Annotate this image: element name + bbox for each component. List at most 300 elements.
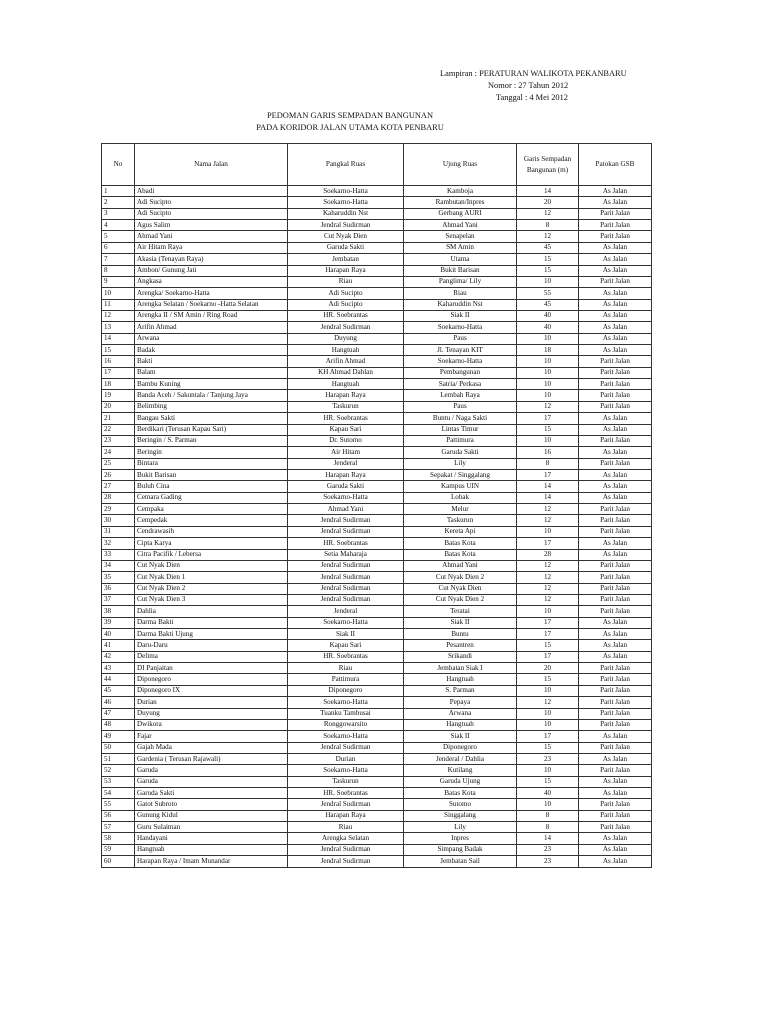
row-number: 47 xyxy=(102,708,135,719)
segment-end: Cut Nyak Dien xyxy=(404,583,517,594)
setback-distance: 12 xyxy=(517,504,579,515)
table-row xyxy=(102,697,652,708)
table-row xyxy=(102,538,652,549)
segment-start: Soekarno-Hatta xyxy=(288,197,404,208)
segment-start: Taskurun xyxy=(288,776,404,787)
segment-start: Riau xyxy=(288,276,404,287)
row-number: 58 xyxy=(102,833,135,844)
segment-end: Pattimura xyxy=(404,435,517,446)
segment-end: Kamboja xyxy=(404,186,517,197)
setback-distance: 45 xyxy=(517,242,579,253)
row-number: 8 xyxy=(102,265,135,276)
setback-reference: Parit Jalan xyxy=(579,765,652,776)
segment-start: Pattimura xyxy=(288,674,404,685)
street-name: Fajar xyxy=(135,731,288,742)
setback-distance: 40 xyxy=(517,788,579,799)
street-name: Gardenia ( Terusan Rajawali) xyxy=(135,753,288,764)
segment-start: Kapau Sari xyxy=(288,424,404,435)
segment-end: Taskurun xyxy=(404,515,517,526)
segment-end: Satria/ Perkasa xyxy=(404,379,517,390)
setback-reference: Parit Jalan xyxy=(579,231,652,242)
street-name: Durian xyxy=(135,697,288,708)
street-name: Cendrawasih xyxy=(135,526,288,537)
table-row xyxy=(102,299,652,310)
table-row xyxy=(102,560,652,571)
setback-reference: As Jalan xyxy=(579,481,652,492)
segment-start: HR. Soebrantas xyxy=(288,413,404,424)
setback-distance: 10 xyxy=(517,333,579,344)
setback-distance: 17 xyxy=(517,651,579,662)
table-row xyxy=(102,822,652,833)
street-name: Diponegoro xyxy=(135,674,288,685)
title-line-2: PADA KORIDOR JALAN UTAMA KOTA PENBARU xyxy=(256,123,444,132)
segment-end: Siak II xyxy=(404,731,517,742)
row-number: 13 xyxy=(102,322,135,333)
segment-start: Jendral Sudirman xyxy=(288,742,404,753)
street-name: Hangtuah xyxy=(135,844,288,855)
row-number: 24 xyxy=(102,447,135,458)
segment-end: Buntu xyxy=(404,629,517,640)
table-row xyxy=(102,685,652,696)
table-row xyxy=(102,742,652,753)
column-header-ujung-ruas: Ujung Ruas xyxy=(404,144,517,186)
segment-end: Batas Kota xyxy=(404,538,517,549)
street-name: Bakti xyxy=(135,356,288,367)
attachment-line: Lampiran : PERATURAN WALIKOTA PEKANBARU xyxy=(440,69,627,78)
street-name: Arengka II / SM Amin / Ring Road xyxy=(135,310,288,321)
street-name: Garuda xyxy=(135,776,288,787)
row-number: 33 xyxy=(102,549,135,560)
setback-distance: 14 xyxy=(517,481,579,492)
setback-reference: As Jalan xyxy=(579,322,652,333)
segment-start: Soekarno-Hatta xyxy=(288,186,404,197)
row-number: 27 xyxy=(102,481,135,492)
segment-start: Adi Sucipto xyxy=(288,288,404,299)
segment-start: Jendral Sudirman xyxy=(288,844,404,855)
street-name: Abadi xyxy=(135,186,288,197)
segment-end: Panglima/ Lily xyxy=(404,276,517,287)
table-row xyxy=(102,254,652,265)
table-row xyxy=(102,367,652,378)
street-name: Cempaka xyxy=(135,504,288,515)
row-number: 54 xyxy=(102,788,135,799)
row-number: 15 xyxy=(102,345,135,356)
setback-distance: 12 xyxy=(517,594,579,605)
setback-reference: As Jalan xyxy=(579,345,652,356)
row-number: 16 xyxy=(102,356,135,367)
street-name: Agus Salim xyxy=(135,220,288,231)
segment-end: Buntu / Naga Sakti xyxy=(404,413,517,424)
setback-reference: Parit Jalan xyxy=(579,663,652,674)
setback-reference: As Jalan xyxy=(579,310,652,321)
segment-start: Arengka Selatan xyxy=(288,833,404,844)
row-number: 45 xyxy=(102,685,135,696)
setback-distance: 8 xyxy=(517,220,579,231)
street-name: Citra Pacifik / Lebersa xyxy=(135,549,288,560)
setback-distance: 23 xyxy=(517,856,579,867)
setback-reference: Parit Jalan xyxy=(579,685,652,696)
segment-end: Ahmad Yani xyxy=(404,560,517,571)
setback-distance: 10 xyxy=(517,356,579,367)
setback-distance: 10 xyxy=(517,799,579,810)
segment-start: Taskurun xyxy=(288,401,404,412)
setback-distance: 10 xyxy=(517,708,579,719)
row-number: 12 xyxy=(102,310,135,321)
table-row xyxy=(102,447,652,458)
column-header-pangkal-ruas: Pangkal Ruas xyxy=(288,144,404,186)
table-body xyxy=(102,186,652,868)
street-name: Bangau Sakti xyxy=(135,413,288,424)
setback-distance: 12 xyxy=(517,560,579,571)
segment-end: Kutilang xyxy=(404,765,517,776)
table-row xyxy=(102,606,652,617)
segment-start: HR. Soebrantas xyxy=(288,788,404,799)
segment-end: Simpang Badak xyxy=(404,844,517,855)
street-name: Arifin Ahmad xyxy=(135,322,288,333)
setback-reference: Parit Jalan xyxy=(579,583,652,594)
setback-reference: Parit Jalan xyxy=(579,356,652,367)
row-number: 11 xyxy=(102,299,135,310)
setback-reference: Parit Jalan xyxy=(579,379,652,390)
setback-reference: As Jalan xyxy=(579,265,652,276)
table-row xyxy=(102,583,652,594)
table-row xyxy=(102,356,652,367)
row-number: 29 xyxy=(102,504,135,515)
segment-end: Lembah Raya xyxy=(404,390,517,401)
row-number: 5 xyxy=(102,231,135,242)
street-name: Beringin / S. Parman xyxy=(135,435,288,446)
setback-reference: Parit Jalan xyxy=(579,367,652,378)
row-number: 49 xyxy=(102,731,135,742)
table-row xyxy=(102,776,652,787)
segment-start: Soekarno-Hatta xyxy=(288,765,404,776)
setback-distance: 20 xyxy=(517,663,579,674)
row-number: 52 xyxy=(102,765,135,776)
table-row xyxy=(102,310,652,321)
segment-start: Jendral Sudirman xyxy=(288,572,404,583)
segment-start: Jendral Sudirman xyxy=(288,220,404,231)
setback-distance: 15 xyxy=(517,640,579,651)
row-number: 17 xyxy=(102,367,135,378)
segment-start: Air Hitam xyxy=(288,447,404,458)
setback-distance: 10 xyxy=(517,526,579,537)
table-row xyxy=(102,458,652,469)
regulation-date: Tanggal : 4 Mei 2012 xyxy=(496,93,568,102)
setback-distance: 17 xyxy=(517,413,579,424)
setback-distance: 45 xyxy=(517,299,579,310)
setback-reference: As Jalan xyxy=(579,731,652,742)
setback-reference: As Jalan xyxy=(579,844,652,855)
setback-distance: 14 xyxy=(517,492,579,503)
segment-end: Kaharuddin Nst xyxy=(404,299,517,310)
setback-distance: 15 xyxy=(517,674,579,685)
segment-end: Lily xyxy=(404,822,517,833)
setback-reference: Parit Jalan xyxy=(579,799,652,810)
setback-distance: 28 xyxy=(517,549,579,560)
segment-end: Lily xyxy=(404,458,517,469)
setback-reference: Parit Jalan xyxy=(579,810,652,821)
setback-distance: 20 xyxy=(517,197,579,208)
setback-reference: Parit Jalan xyxy=(579,401,652,412)
segment-end: Utama xyxy=(404,254,517,265)
row-number: 44 xyxy=(102,674,135,685)
setback-reference: As Jalan xyxy=(579,651,652,662)
segment-start: Kapau Sari xyxy=(288,640,404,651)
street-name: Arengka/ Soekarno-Hatta xyxy=(135,288,288,299)
setback-reference: Parit Jalan xyxy=(579,458,652,469)
street-name: Bintara xyxy=(135,458,288,469)
segment-end: Cut Nyak Dien 2 xyxy=(404,572,517,583)
table-row xyxy=(102,788,652,799)
segment-end: Jenderal / Dahlia xyxy=(404,753,517,764)
setback-distance: 8 xyxy=(517,822,579,833)
setback-reference: Parit Jalan xyxy=(579,276,652,287)
setback-reference: As Jalan xyxy=(579,447,652,458)
street-name: Daru-Daru xyxy=(135,640,288,651)
column-header-no: No xyxy=(102,144,135,186)
setback-distance: 12 xyxy=(517,401,579,412)
row-number: 32 xyxy=(102,538,135,549)
setback-distance: 10 xyxy=(517,719,579,730)
segment-start: Jendral Sudirman xyxy=(288,856,404,867)
table-row xyxy=(102,492,652,503)
table-row xyxy=(102,208,652,219)
setback-distance: 12 xyxy=(517,572,579,583)
segment-start: Jenderal xyxy=(288,606,404,617)
segment-start: Jendral Sudirman xyxy=(288,583,404,594)
segment-start: Jendral Sudirman xyxy=(288,799,404,810)
row-number: 26 xyxy=(102,469,135,480)
street-name: Cut Nyak Dien xyxy=(135,560,288,571)
street-name: Bukit Barisan xyxy=(135,469,288,480)
segment-end: Jl. Tenayan KIT xyxy=(404,345,517,356)
segment-end: Srikandi xyxy=(404,651,517,662)
row-number: 21 xyxy=(102,413,135,424)
row-number: 31 xyxy=(102,526,135,537)
row-number: 40 xyxy=(102,629,135,640)
table-row xyxy=(102,231,652,242)
table-row xyxy=(102,469,652,480)
setback-reference: As Jalan xyxy=(579,254,652,265)
setback-reference: Parit Jalan xyxy=(579,572,652,583)
attachment-header xyxy=(440,68,627,104)
setback-distance: 15 xyxy=(517,776,579,787)
table-row xyxy=(102,833,652,844)
table-row xyxy=(102,753,652,764)
setback-distance: 40 xyxy=(517,310,579,321)
street-name: Balam xyxy=(135,367,288,378)
table-row xyxy=(102,674,652,685)
setback-reference: As Jalan xyxy=(579,186,652,197)
setback-distance: 17 xyxy=(517,538,579,549)
street-name: Cempedak xyxy=(135,515,288,526)
row-number: 22 xyxy=(102,424,135,435)
segment-start: Cut Nyak Dien xyxy=(288,231,404,242)
table-row xyxy=(102,345,652,356)
setback-distance: 55 xyxy=(517,288,579,299)
street-name: Arwana xyxy=(135,333,288,344)
segment-end: Lobak xyxy=(404,492,517,503)
segment-end: Paus xyxy=(404,333,517,344)
setback-reference: Parit Jalan xyxy=(579,606,652,617)
setback-reference: Parit Jalan xyxy=(579,560,652,571)
setback-distance: 15 xyxy=(517,254,579,265)
segment-start: Adi Sucipto xyxy=(288,299,404,310)
table-row xyxy=(102,629,652,640)
segment-start: Durian xyxy=(288,753,404,764)
setback-distance: 10 xyxy=(517,367,579,378)
row-number: 35 xyxy=(102,572,135,583)
row-number: 39 xyxy=(102,617,135,628)
street-name: Akasia (Tenayan Raya) xyxy=(135,254,288,265)
setback-distance: 10 xyxy=(517,379,579,390)
row-number: 56 xyxy=(102,810,135,821)
setback-distance: 15 xyxy=(517,742,579,753)
street-name: Harapan Raya / Imam Munandar xyxy=(135,856,288,867)
segment-end: Singgalang xyxy=(404,810,517,821)
setback-reference: As Jalan xyxy=(579,617,652,628)
row-number: 46 xyxy=(102,697,135,708)
segment-start: Diponegoro xyxy=(288,685,404,696)
street-name: Berdikari (Terusan Kapau Sari) xyxy=(135,424,288,435)
row-number: 3 xyxy=(102,208,135,219)
segment-end: Jembatan Siak I xyxy=(404,663,517,674)
segment-end: S. Parman xyxy=(404,685,517,696)
street-name: Cut Nyak Dien 2 xyxy=(135,583,288,594)
street-name: Dahlia xyxy=(135,606,288,617)
segment-start: Hangtuah xyxy=(288,345,404,356)
column-header-nama-jalan: Nama Jalan xyxy=(135,144,288,186)
setback-distance: 10 xyxy=(517,685,579,696)
setback-reference: As Jalan xyxy=(579,629,652,640)
segment-end: Melur xyxy=(404,504,517,515)
row-number: 20 xyxy=(102,401,135,412)
row-number: 18 xyxy=(102,379,135,390)
table-row xyxy=(102,390,652,401)
street-name: Guru Sulaiman xyxy=(135,822,288,833)
segment-start: Jenderal xyxy=(288,458,404,469)
setback-reference: As Jalan xyxy=(579,242,652,253)
segment-start: Jendral Sudirman xyxy=(288,515,404,526)
row-number: 25 xyxy=(102,458,135,469)
setback-distance: 10 xyxy=(517,765,579,776)
row-number: 23 xyxy=(102,435,135,446)
segment-end: Rambutan/Inpres xyxy=(404,197,517,208)
segment-end: Cut Nyak Dien 2 xyxy=(404,594,517,605)
street-name: Banda Aceh / Sakuntala / Tanjung Jaya xyxy=(135,390,288,401)
row-number: 2 xyxy=(102,197,135,208)
street-name: Gunung Kidul xyxy=(135,810,288,821)
setback-reference: As Jalan xyxy=(579,333,652,344)
segment-end: Pembangunan xyxy=(404,367,517,378)
document-title xyxy=(230,110,470,134)
street-name: Air Hitam Raya xyxy=(135,242,288,253)
segment-start: Harapan Raya xyxy=(288,265,404,276)
setback-distance: 10 xyxy=(517,606,579,617)
segment-start: Riau xyxy=(288,822,404,833)
setback-reference: Parit Jalan xyxy=(579,674,652,685)
setback-reference: Parit Jalan xyxy=(579,515,652,526)
street-name: Cut Nyak Dien 3 xyxy=(135,594,288,605)
segment-start: Ronggowarsito xyxy=(288,719,404,730)
setback-distance: 12 xyxy=(517,697,579,708)
segment-start: Soekarno-Hatta xyxy=(288,492,404,503)
segment-end: Diponegoro xyxy=(404,742,517,753)
setback-distance: 12 xyxy=(517,583,579,594)
setback-reference: Parit Jalan xyxy=(579,742,652,753)
setback-distance: 15 xyxy=(517,265,579,276)
segment-end: Soekarno-Hatta xyxy=(404,322,517,333)
setback-reference: As Jalan xyxy=(579,197,652,208)
table-row xyxy=(102,413,652,424)
row-number: 19 xyxy=(102,390,135,401)
street-name: Cut Nyak Dien 1 xyxy=(135,572,288,583)
segment-end: Sutomo xyxy=(404,799,517,810)
row-number: 30 xyxy=(102,515,135,526)
table-row xyxy=(102,265,652,276)
row-number: 34 xyxy=(102,560,135,571)
setback-reference: As Jalan xyxy=(579,640,652,651)
segment-end: Lintas Timur xyxy=(404,424,517,435)
table-row xyxy=(102,242,652,253)
segment-start: Harapan Raya xyxy=(288,810,404,821)
gsb-table xyxy=(101,143,652,868)
setback-reference: As Jalan xyxy=(579,299,652,310)
street-name: Darma Bakti Ujung xyxy=(135,629,288,640)
setback-reference: As Jalan xyxy=(579,424,652,435)
segment-end: Jembatan Sail xyxy=(404,856,517,867)
segment-start: Garuda Sakti xyxy=(288,481,404,492)
segment-start: HR. Soebrantas xyxy=(288,538,404,549)
street-name: Gatot Subroto xyxy=(135,799,288,810)
setback-reference: Parit Jalan xyxy=(579,390,652,401)
setback-distance: 8 xyxy=(517,810,579,821)
segment-start: Dr. Sutomo xyxy=(288,435,404,446)
setback-reference: As Jalan xyxy=(579,776,652,787)
row-number: 55 xyxy=(102,799,135,810)
segment-start: Riau xyxy=(288,663,404,674)
street-name: Ahmad Yani xyxy=(135,231,288,242)
table-row xyxy=(102,549,652,560)
segment-end: Siak II xyxy=(404,617,517,628)
segment-end: Batas Kota xyxy=(404,788,517,799)
street-name: Belimbing xyxy=(135,401,288,412)
segment-start: Garuda Sakti xyxy=(288,242,404,253)
street-name: Diponegoro IX xyxy=(135,685,288,696)
segment-end: Senapelan xyxy=(404,231,517,242)
setback-distance: 10 xyxy=(517,276,579,287)
row-number: 38 xyxy=(102,606,135,617)
table-row xyxy=(102,481,652,492)
table-row xyxy=(102,276,652,287)
setback-distance: 23 xyxy=(517,844,579,855)
setback-distance: 10 xyxy=(517,390,579,401)
street-name: Darma Bakti xyxy=(135,617,288,628)
row-number: 1 xyxy=(102,186,135,197)
setback-distance: 17 xyxy=(517,617,579,628)
segment-start: Jendral Sudirman xyxy=(288,526,404,537)
row-number: 41 xyxy=(102,640,135,651)
segment-start: Siak II xyxy=(288,629,404,640)
segment-end: Pesantren xyxy=(404,640,517,651)
segment-end: Batas Kota xyxy=(404,549,517,560)
setback-reference: As Jalan xyxy=(579,833,652,844)
table-row xyxy=(102,288,652,299)
setback-reference: Parit Jalan xyxy=(579,822,652,833)
street-name: Garuda xyxy=(135,765,288,776)
row-number: 50 xyxy=(102,742,135,753)
segment-start: Jendral Sudirman xyxy=(288,560,404,571)
